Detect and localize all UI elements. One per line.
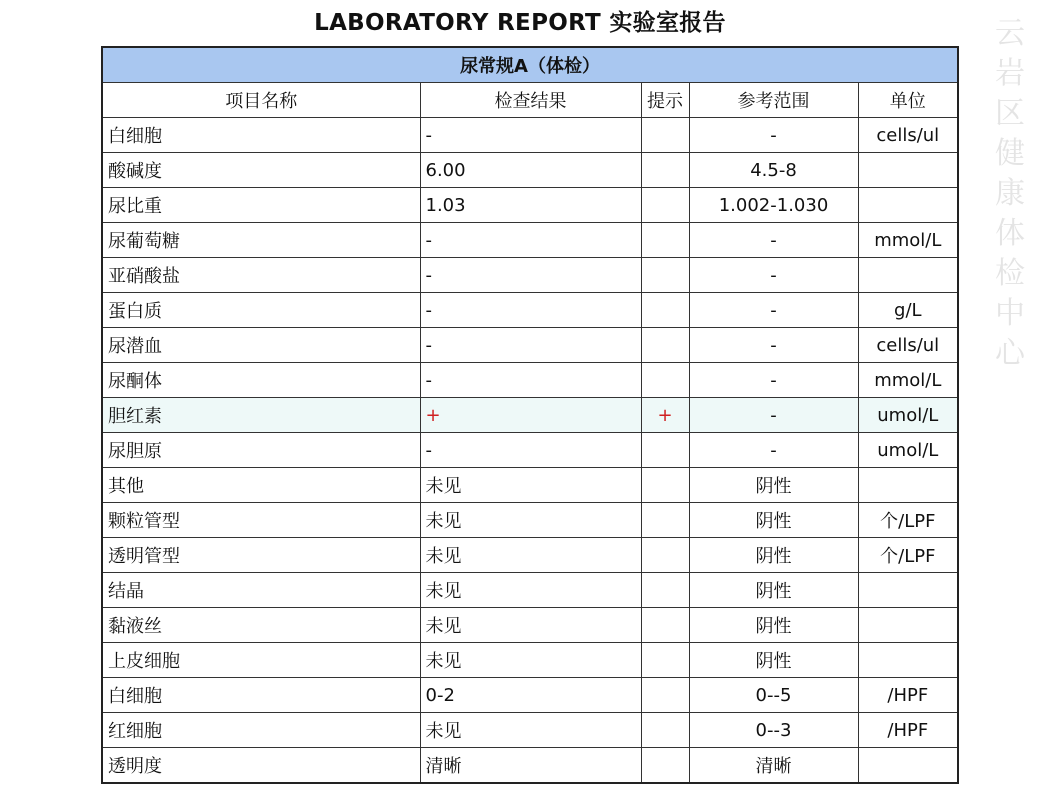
result-cell: 0-2 (420, 678, 641, 713)
item-name-cell: 透明管型 (102, 538, 420, 573)
flag-cell (641, 153, 689, 188)
unit-cell: cells/ul (858, 118, 958, 153)
result-cell: - (420, 223, 641, 258)
result-cell: 6.00 (420, 153, 641, 188)
report-title: LABORATORY REPORT 实验室报告 (314, 10, 726, 36)
flag-cell (641, 468, 689, 503)
reference-range-cell: 阴性 (689, 503, 858, 538)
result-cell: 未见 (420, 573, 641, 608)
reference-range-cell: - (689, 328, 858, 363)
flag-cell (641, 538, 689, 573)
column-header-unit: 单位 (858, 83, 958, 118)
flag-cell (641, 328, 689, 363)
result-cell: - (420, 293, 641, 328)
column-header-name: 项目名称 (102, 83, 420, 118)
reference-range-cell: 阴性 (689, 468, 858, 503)
result-cell: - (420, 433, 641, 468)
table-row (102, 748, 958, 784)
report-rows (102, 118, 958, 784)
flag-cell (641, 223, 689, 258)
item-name-cell: 尿比重 (102, 188, 420, 223)
table-row (102, 643, 958, 678)
table-row (102, 538, 958, 573)
watermark-char: 中 (995, 296, 1025, 331)
unit-cell (858, 153, 958, 188)
result-cell: 未见 (420, 503, 641, 538)
reference-range-cell: 4.5-8 (689, 153, 858, 188)
result-cell: 未见 (420, 538, 641, 573)
result-cell: 1.03 (420, 188, 641, 223)
table-row (102, 573, 958, 608)
table-row (102, 608, 958, 643)
section-header-row (102, 47, 958, 83)
flag-cell (641, 258, 689, 293)
table-row (102, 153, 958, 188)
unit-cell (858, 608, 958, 643)
item-name-cell: 尿葡萄糖 (102, 223, 420, 258)
reference-range-cell: - (689, 223, 858, 258)
reference-range-cell: - (689, 363, 858, 398)
reference-range-cell: - (689, 258, 858, 293)
unit-cell: 个/LPF (858, 503, 958, 538)
unit-cell (858, 573, 958, 608)
unit-cell: mmol/L (858, 223, 958, 258)
flag-cell (641, 433, 689, 468)
watermark-char: 云 (995, 16, 1025, 51)
item-name-cell: 尿潜血 (102, 328, 420, 363)
result-cell: - (420, 363, 641, 398)
reference-range-cell: 阴性 (689, 608, 858, 643)
item-name-cell: 白细胞 (102, 678, 420, 713)
table-row (102, 188, 958, 223)
watermark-char: 体 (995, 216, 1025, 251)
table-row (102, 678, 958, 713)
watermark (988, 14, 1032, 374)
table-row (102, 503, 958, 538)
flag-cell (641, 573, 689, 608)
flag-cell (641, 363, 689, 398)
unit-cell: umol/L (858, 398, 958, 433)
result-cell: 未见 (420, 468, 641, 503)
table-row (102, 293, 958, 328)
item-name-cell: 其他 (102, 468, 420, 503)
reference-range-cell: 阴性 (689, 643, 858, 678)
reference-range-cell: 阴性 (689, 538, 858, 573)
watermark-char: 康 (995, 176, 1025, 211)
reference-range-cell: - (689, 293, 858, 328)
watermark-char: 心 (995, 336, 1025, 371)
item-name-cell: 颗粒管型 (102, 503, 420, 538)
table-row (102, 713, 958, 748)
unit-cell: /HPF (858, 713, 958, 748)
result-cell: 未见 (420, 608, 641, 643)
column-header-result: 检查结果 (420, 83, 641, 118)
flag-cell: + (641, 398, 689, 433)
table-row (102, 433, 958, 468)
lab-report-table (101, 46, 959, 784)
result-cell: - (420, 258, 641, 293)
reference-range-cell: 清晰 (689, 748, 858, 784)
item-name-cell: 亚硝酸盐 (102, 258, 420, 293)
flag-cell (641, 293, 689, 328)
unit-cell: /HPF (858, 678, 958, 713)
result-cell: 清晰 (420, 748, 641, 784)
section-title: 尿常规A（体检） (102, 47, 958, 83)
reference-range-cell: - (689, 118, 858, 153)
unit-cell: 个/LPF (858, 538, 958, 573)
reference-range-cell: 0--3 (689, 713, 858, 748)
reference-range-cell: - (689, 433, 858, 468)
result-cell: 未见 (420, 713, 641, 748)
flag-cell (641, 608, 689, 643)
item-name-cell: 酸碱度 (102, 153, 420, 188)
unit-cell (858, 258, 958, 293)
flag-cell (641, 188, 689, 223)
flag-cell (641, 748, 689, 784)
table-row (102, 328, 958, 363)
reference-range-cell: - (689, 398, 858, 433)
unit-cell: g/L (858, 293, 958, 328)
unit-cell (858, 188, 958, 223)
table-row (102, 363, 958, 398)
flag-cell (641, 503, 689, 538)
reference-range-cell: 1.002-1.030 (689, 188, 858, 223)
table-row (102, 223, 958, 258)
unit-cell (858, 468, 958, 503)
result-cell: 未见 (420, 643, 641, 678)
flag-cell (641, 118, 689, 153)
item-name-cell: 上皮细胞 (102, 643, 420, 678)
item-name-cell: 结晶 (102, 573, 420, 608)
watermark-char: 健 (995, 136, 1025, 171)
result-cell: - (420, 118, 641, 153)
flag-cell (641, 678, 689, 713)
item-name-cell: 胆红素 (102, 398, 420, 433)
table-row (102, 258, 958, 293)
watermark-char: 检 (995, 256, 1025, 291)
column-header-reference: 参考范围 (689, 83, 858, 118)
item-name-cell: 尿胆原 (102, 433, 420, 468)
watermark-char: 岩 (995, 56, 1025, 91)
column-header-row (102, 83, 958, 118)
reference-range-cell: 阴性 (689, 573, 858, 608)
flag-cell (641, 713, 689, 748)
unit-cell (858, 643, 958, 678)
unit-cell: cells/ul (858, 328, 958, 363)
unit-cell: mmol/L (858, 363, 958, 398)
item-name-cell: 透明度 (102, 748, 420, 784)
table-row (102, 398, 958, 433)
watermark-char: 区 (995, 96, 1025, 131)
reference-range-cell: 0--5 (689, 678, 858, 713)
item-name-cell: 黏液丝 (102, 608, 420, 643)
column-header-flag: 提示 (641, 83, 689, 118)
unit-cell: umol/L (858, 433, 958, 468)
result-cell: + (420, 398, 641, 433)
unit-cell (858, 748, 958, 784)
table-row (102, 118, 958, 153)
item-name-cell: 尿酮体 (102, 363, 420, 398)
table-row (102, 468, 958, 503)
result-cell: - (420, 328, 641, 363)
flag-cell (641, 643, 689, 678)
item-name-cell: 蛋白质 (102, 293, 420, 328)
item-name-cell: 白细胞 (102, 118, 420, 153)
item-name-cell: 红细胞 (102, 713, 420, 748)
